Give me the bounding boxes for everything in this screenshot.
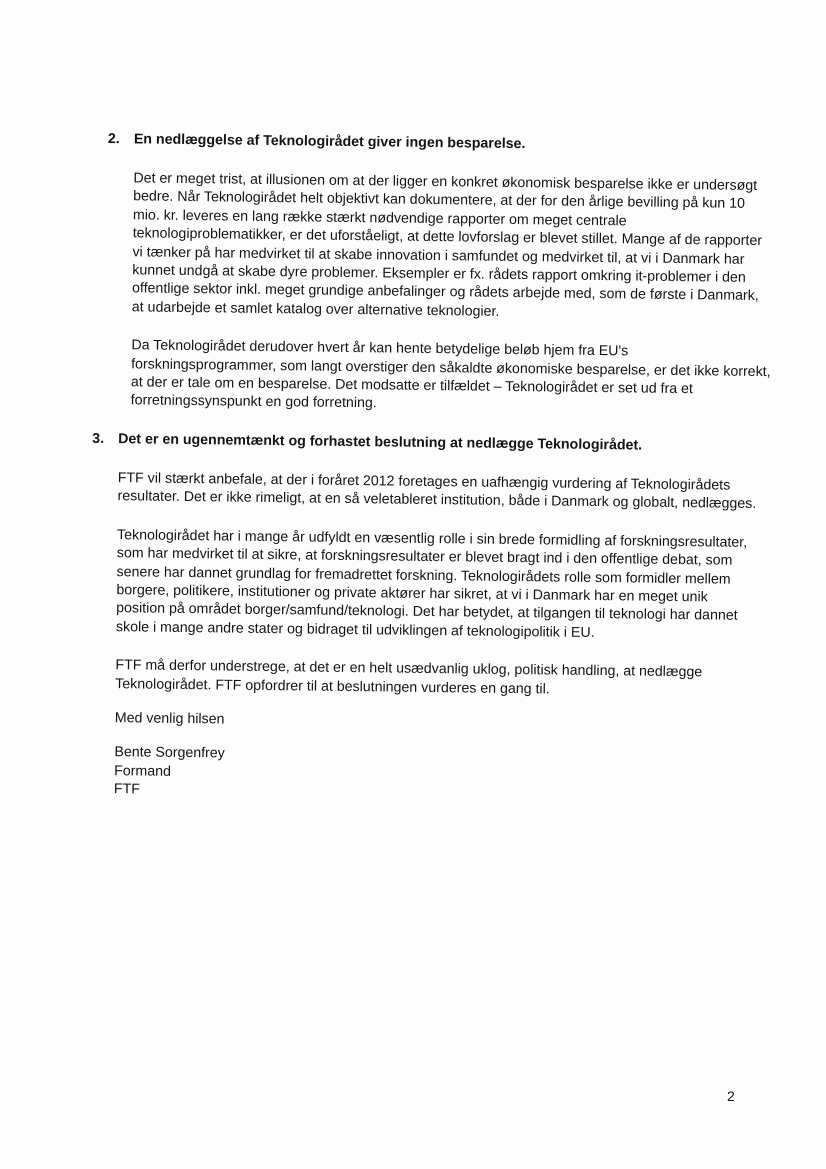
closing-greeting: Med venlig hilsen [114,710,225,728]
signatory-organization: FTF [113,781,141,798]
section-2-paragraph-2: Da Teknologirådet derudover hvert år kan hente betydelige beløb hjem fra EU's forskningsprogrammer, som langt overstiger den såkaldte økonomiske besparelse, er det ikke korrekt, at der er tale om en besparelse. Det modsatte er tilfældet – Teknologirådet er set ud fra et forretningssynspunkt en god forretning. [130,337,771,412]
section-3-paragraph-3: FTF må derfor understrege, at det er en helt usædvanlig uklog, politisk handling, at nedlægge Teknologirådet. FTF opfordrer til at beslutningen vurderes en gang til. [115,657,703,697]
section-2-number: 2. [107,130,120,148]
page-number: 2 [727,1088,735,1104]
section-2-title: En nedlæggelse af Teknologirådet giver ingen besparelse. [133,131,526,153]
letter-body [92,130,771,807]
signatory-title: Formand [114,762,172,780]
section-2-paragraph-1: Det er meget trist, at illusionen om at der ligger en konkret økonomisk besparelse ikke er undersøgt bedre. Når Teknologirådet helt objektivt kan dokumentere, at der for den årlige bevilling på kun 10 mio. kr. leveres en lang række stærkt nødvendige rapporter om meget centrale teknologiproblematikker, er det uforståeligt, at dette lovforslag er blevet stillet. Mange af de rapporter vi tænker på har medvirket til at skabe innovation i samfundet og medvirket til, at vi i Danmark har kunnet undgå at skabe dyre problemer. Eksempler er fx. rådets rapport omkring it-problemer i den offentlige sektor inkl. meget grundige anbefalinger og rådets arbejde med, som de første i Danmark, at udarbejde et samlet katalog over alternative teknologier. [131,170,763,320]
section-3-title: Det er en ugennemtænkt og forhastet beslutning at nedlægge Teknologirådet. [118,431,643,454]
signatory-name: Bente Sorgenfrey [114,744,225,762]
section-3-paragraph-1: FTF vil stærkt anbefale, at der i foråret 2012 foretages en uafhængig vurdering af Teknologirådets resultater. Det er ikke rimeligt, at en så veletableret institution, både i Danmark og globalt, nedlægges. [117,470,757,513]
section-3-paragraph-2: Teknologirådet har i mange år udfyldt en væsentlig rolle i sin brede formidling af forskningsresultater, som har medvirket til at sikre, at forskningsresultater er blevet bragt ind i den offentlige debat, som senere har dannet grundlag for fremadrettet forskning. Teknologirådets rolle som formidler mellem borgere, politikere, institutioner og private aktører har sikret, at vi i Danmark har en meget unik position på området borger/samfund/teknologi. Det har betydet, at tilgangen til teknologi har dannet skole i mange andre stater og bidraget til udviklingen af teknologipolitik i EU. [115,526,748,641]
section-3-number: 3. [92,430,105,447]
